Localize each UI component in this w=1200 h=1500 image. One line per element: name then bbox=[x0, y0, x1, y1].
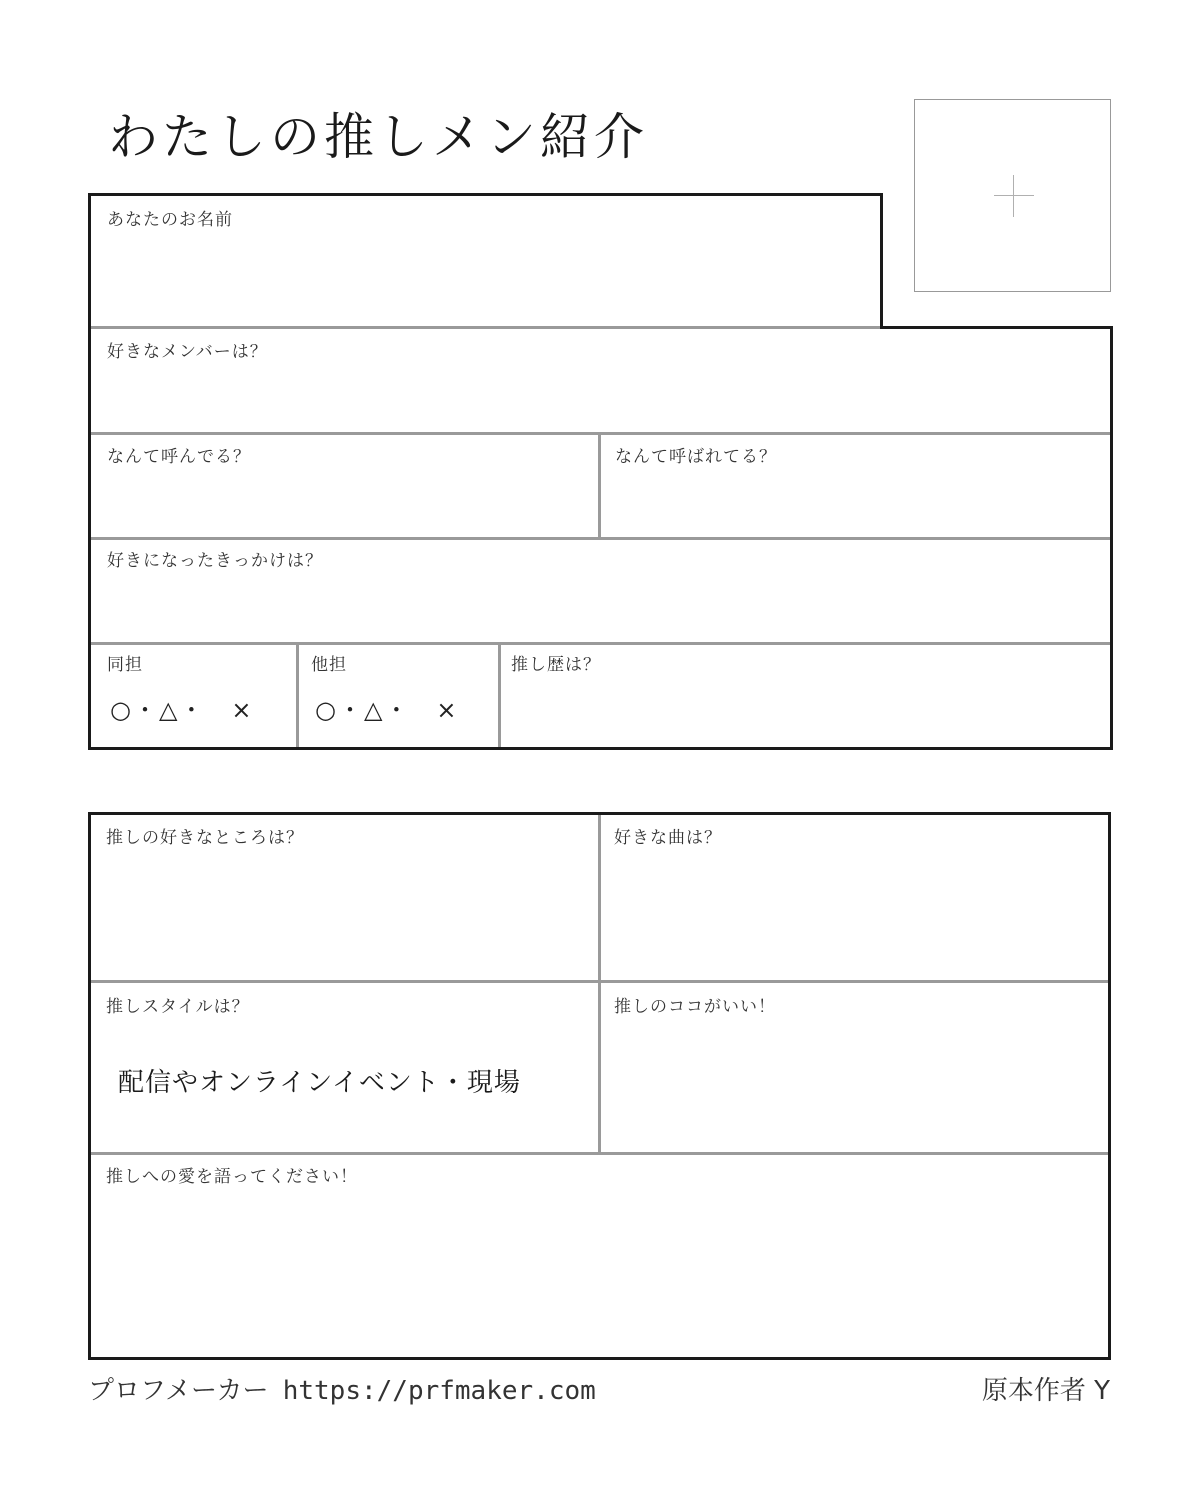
maker-label: プロフメーカー bbox=[88, 1376, 269, 1406]
called-label: なんて呼ばれてる？ bbox=[615, 447, 777, 467]
divider bbox=[296, 645, 299, 747]
likes-label: 推しの好きなところは？ bbox=[106, 828, 304, 848]
maker-url[interactable]: https://prfmaker.com bbox=[282, 1376, 596, 1406]
same-fan-label: 同担 bbox=[107, 655, 143, 675]
name-label: あなたのお名前 bbox=[107, 210, 233, 230]
history-label: 推し歴は？ bbox=[511, 655, 601, 675]
call-them-label: なんて呼んでる？ bbox=[107, 447, 251, 467]
other-fan-label: 他担 bbox=[311, 655, 347, 675]
section1-border-right bbox=[1110, 326, 1113, 750]
plus-icon bbox=[994, 195, 1034, 196]
section1-border-bottom bbox=[88, 747, 1113, 750]
favorite-member-label: 好きなメンバーは？ bbox=[107, 342, 268, 362]
footer-author: 原本作者 Y bbox=[981, 1376, 1110, 1406]
page-title: わたしの推しメン紹介 bbox=[108, 108, 648, 166]
same-fan-options[interactable]: ○・△・ × bbox=[110, 696, 254, 724]
other-fan-options[interactable]: ○・△・ × bbox=[315, 696, 459, 724]
style-value: 配信やオンラインイベント・現場 bbox=[118, 1068, 521, 1098]
song-label: 好きな曲は？ bbox=[614, 828, 722, 848]
reason-label: 好きになったきっかけは？ bbox=[107, 551, 323, 571]
good-points-label: 推しのココがいい！ bbox=[614, 997, 776, 1017]
love-label: 推しへの愛を語ってください！ bbox=[106, 1167, 358, 1187]
plus-icon-vertical bbox=[1013, 175, 1014, 217]
style-label: 推しスタイルは？ bbox=[106, 997, 250, 1017]
footer-maker bbox=[88, 1378, 596, 1404]
section1-border-notch bbox=[880, 193, 883, 329]
